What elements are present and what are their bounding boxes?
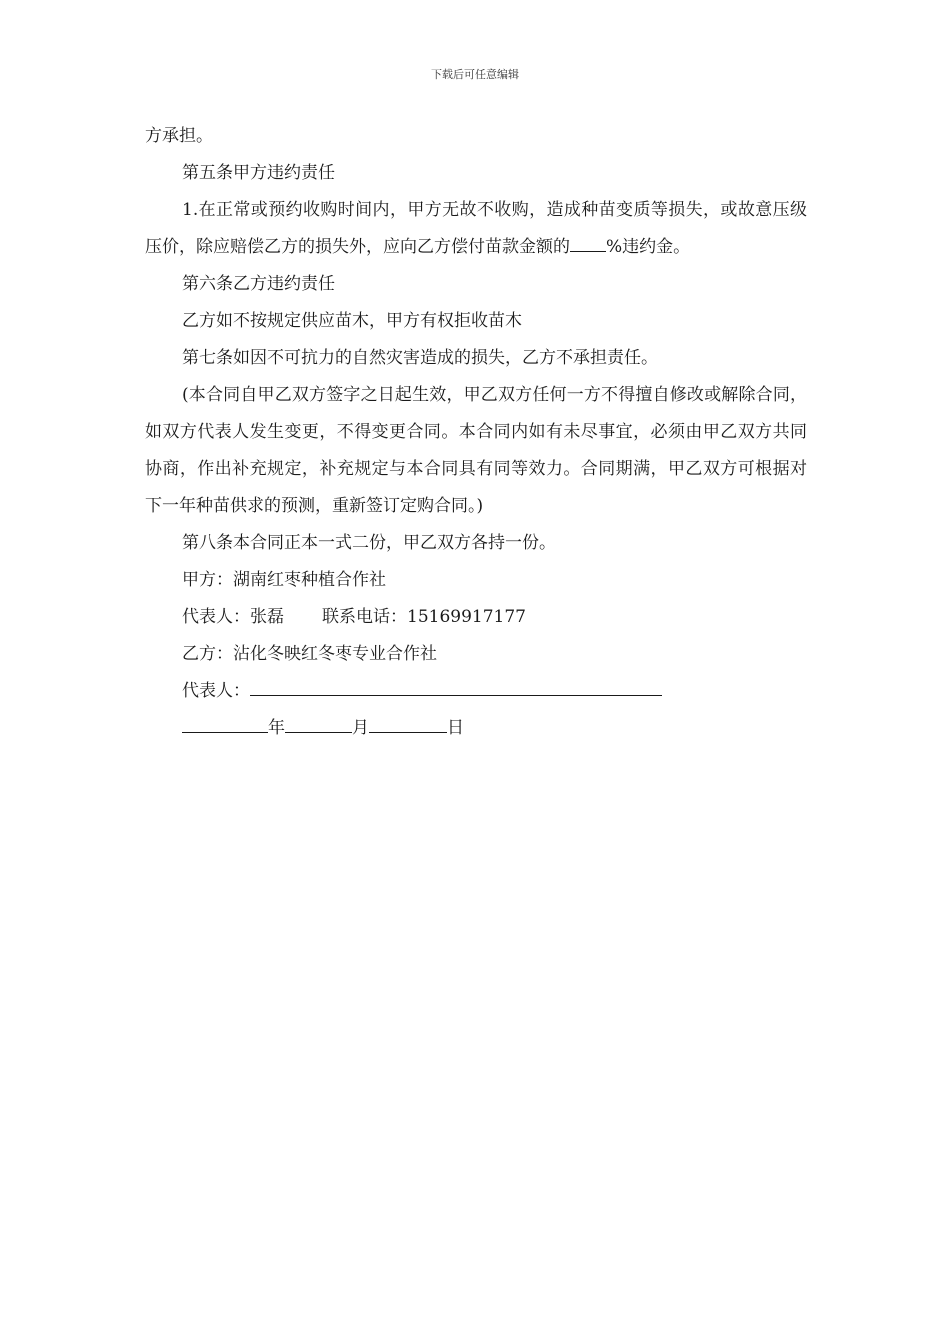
article-6-heading: 第六条乙方违约责任 xyxy=(182,274,335,294)
signature-line xyxy=(250,677,662,696)
clause-text: 1.在正常或预约收购时间内，甲方无故不收购，造成种苗变质等损失，或故意压级压价，除应赔偿乙方的损失外，应向乙方偿付苗款金额的 xyxy=(145,200,807,257)
document-body xyxy=(145,118,807,747)
party-a-name: 甲方：湖南红枣种植合作社 xyxy=(182,570,386,590)
party-a-representative xyxy=(145,599,807,636)
article-6-text: 乙方如不按规定供应苗木，甲方有权拒收苗木 xyxy=(182,311,522,331)
clause-text-end: %违约金。 xyxy=(606,237,691,257)
party-a-phone: 联系电话：15169917177 xyxy=(322,607,526,627)
article-8-text: 第八条本合同正本一式二份，甲乙双方各持一份。 xyxy=(182,533,556,553)
date-line xyxy=(145,710,807,747)
paragraph-continuation: 方承担。 xyxy=(145,126,213,146)
article-7-text: 第七条如因不可抗力的自然灾害造成的损失，乙方不承担责任。 xyxy=(182,348,658,368)
party-b-representative xyxy=(145,673,807,710)
article-5-heading: 第五条甲方违约责任 xyxy=(182,163,335,183)
party-a-rep-label: 代表人：张磊 xyxy=(182,607,284,627)
year-label: 年 xyxy=(268,718,285,738)
year-blank xyxy=(182,731,268,733)
page-header-note: 下载后可任意编辑 xyxy=(431,68,519,81)
article-5-clause-1 xyxy=(145,192,807,266)
party-b-rep-label: 代表人： xyxy=(182,681,250,701)
party-b-name: 乙方：沾化冬映红冬枣专业合作社 xyxy=(182,644,437,664)
percent-blank xyxy=(570,250,606,252)
day-label: 日 xyxy=(447,718,464,738)
month-blank xyxy=(285,731,352,733)
contract-validity-paragraph: (本合同自甲乙双方签字之日起生效，甲乙双方任何一方不得擅自修改或解除合同，如双方代表人发生变更，不得变更合同。本合同内如有未尽事宜，必须由甲乙双方共同协商，作出补充规定，补充规定与本合同具有同等效力。合同期满，甲乙双方可根据对下一年种苗供求的预测，重新签订定购合同。) xyxy=(145,385,807,516)
day-blank xyxy=(369,731,447,733)
month-label: 月 xyxy=(352,718,369,738)
